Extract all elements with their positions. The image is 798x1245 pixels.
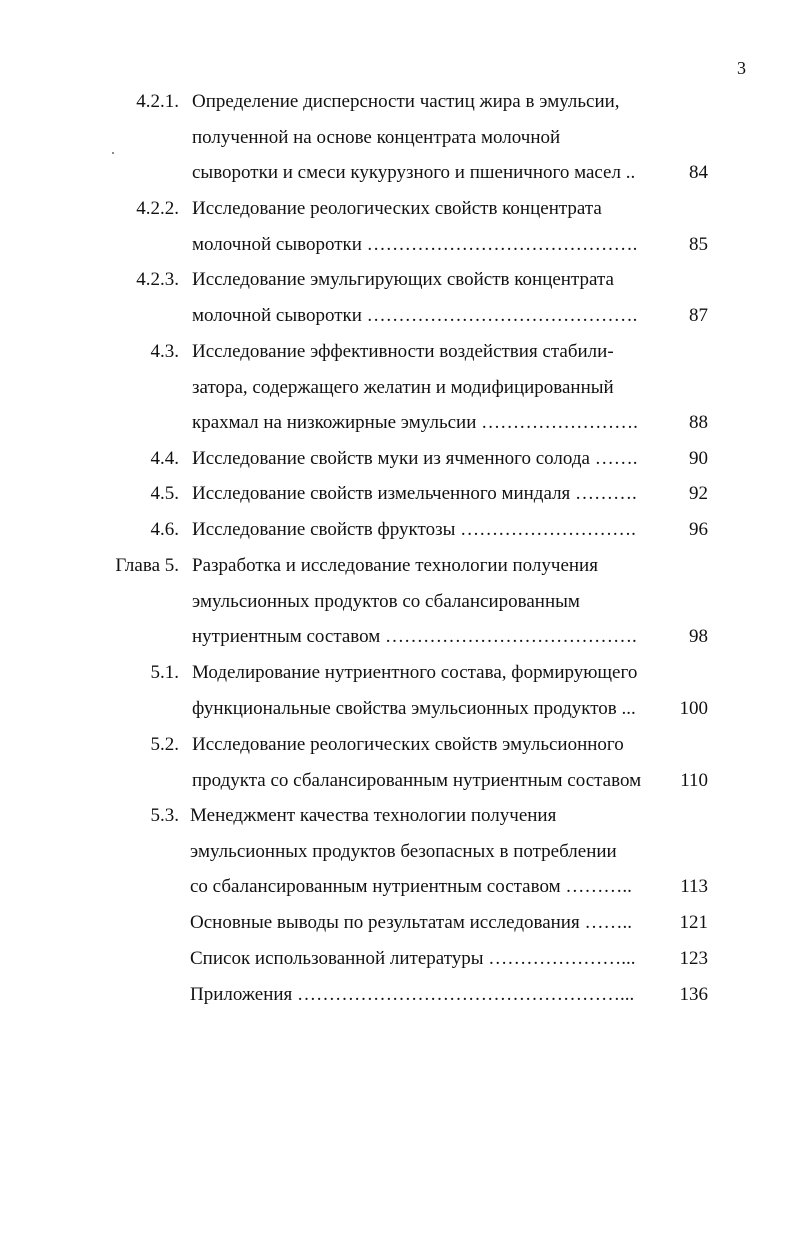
page-number: 3 xyxy=(737,58,746,78)
toc-entry-title-line: продукта со сбалансированным нутриентным составом xyxy=(192,769,642,791)
toc-entry-number: Глава 5. xyxy=(115,555,179,576)
toc-entry-title-line: крахмал на низкожирные эмульсии ……………………. xyxy=(192,412,638,434)
toc-entry-page: 84 xyxy=(689,162,708,184)
toc-entry-page: 88 xyxy=(689,412,708,434)
toc-entry-title-line: Приложения ……………………………………………... xyxy=(190,984,635,1005)
toc-entry-title-line: Разработка и исследование технологии получения xyxy=(192,555,598,576)
toc-entry-title-line: Основные выводы по результатам исследования …….. xyxy=(190,912,632,933)
toc-entry-title-line: затора, содержащего желатин и модифицированный xyxy=(192,376,614,398)
toc-entry-title-line: Моделирование нутриентного состава, формирующего xyxy=(192,662,638,683)
toc-entry-title-line: молочной сыворотки ……………………………………. xyxy=(192,233,638,255)
toc-entry-number: 5.3. xyxy=(150,805,179,826)
toc-entry-page: 90 xyxy=(689,448,708,469)
toc-entry-title-line: Определение дисперсности частиц жира в эмульсии, xyxy=(192,91,620,112)
scan-speck xyxy=(112,152,114,154)
toc-entry-page: 136 xyxy=(679,984,708,1005)
toc-entry-title-line: Исследование эффективности воздействия стабили- xyxy=(192,341,614,362)
toc-entry-page: 87 xyxy=(689,304,708,326)
toc-entry-page: 98 xyxy=(689,626,708,648)
toc-entry-title-line: Менеджмент качества технологии получения xyxy=(190,805,557,826)
toc-entry-title-line: нутриентным составом …………………………………. xyxy=(192,626,637,648)
toc-entry-page: 85 xyxy=(689,233,708,255)
toc-entry-title-line: сыворотки и смеси кукурузного и пшеничного масел .. xyxy=(192,162,636,184)
toc-entry-title-line: Список использованной литературы …………………... xyxy=(190,948,636,969)
toc-entry-number: 5.2. xyxy=(150,734,179,755)
toc-entry-title-line: Исследование реологических свойств концентрата xyxy=(192,198,602,219)
toc-entry-page: 96 xyxy=(689,519,708,540)
toc-entry-number: 4.2.3. xyxy=(136,269,179,290)
toc-entry-page: 92 xyxy=(689,483,708,504)
toc-entry-number: 4.5. xyxy=(150,483,179,504)
toc-entry-page: 123 xyxy=(679,948,708,969)
toc-entry-number: 4.2.2. xyxy=(136,198,179,219)
toc-entry-title-line: молочной сыворотки ……………………………………. xyxy=(192,304,638,326)
toc-entry-title-line: Исследование свойств муки из ячменного солода ……. xyxy=(192,448,638,469)
toc-entry-page: 110 xyxy=(680,769,708,791)
toc-entry-title-line: функциональные свойства эмульсионных продуктов ... xyxy=(192,697,636,719)
toc-entry-number: 4.2.1. xyxy=(136,91,179,112)
toc-entry-number: 4.6. xyxy=(150,519,179,540)
toc-entry-title-line: Исследование реологических свойств эмульсионного xyxy=(192,734,624,755)
toc-entry-number: 4.3. xyxy=(150,341,179,362)
toc-entry-title-line: Исследование свойств измельченного миндаля ………. xyxy=(192,483,637,504)
toc-entry-page: 100 xyxy=(679,697,708,719)
toc-entry-number: 5.1. xyxy=(150,662,179,683)
toc-entry-title-line: полученной на основе концентрата молочной xyxy=(192,126,561,148)
toc-entry-title-line: Исследование свойств фруктозы ………………………. xyxy=(192,519,636,540)
toc-entry-number: 4.4. xyxy=(150,448,179,469)
toc-entry-title-line: эмульсионных продуктов со сбалансированным xyxy=(192,590,580,612)
toc-entry-title-line: со сбалансированным нутриентным составом ……….. xyxy=(190,876,632,898)
toc-entry-page: 113 xyxy=(680,876,708,898)
toc-entry-title-line: Исследование эмульгирующих свойств концентрата xyxy=(192,269,614,290)
toc-entry-page: 121 xyxy=(679,912,708,933)
toc-entry-title-line: эмульсионных продуктов безопасных в потреблении xyxy=(190,840,617,862)
